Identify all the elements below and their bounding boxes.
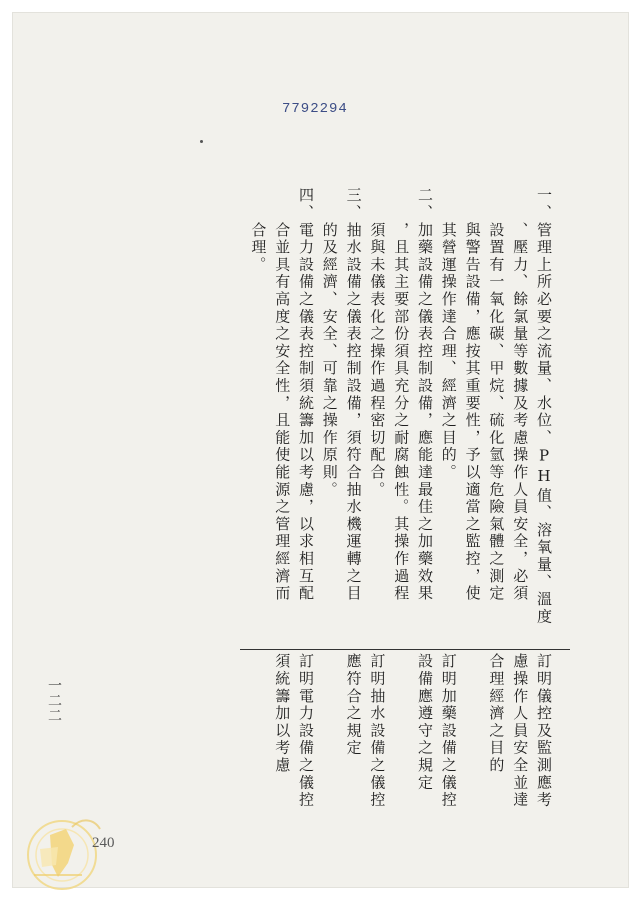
body-column: ，且其主要部份須具充分之耐腐蝕性。其操作過程 <box>392 187 411 603</box>
body-column: 一、管理上所必要之流量、水位、PH值、溶氧量、溫度 <box>535 187 553 626</box>
note-column: 訂明抽水設備之儀控 <box>368 653 387 809</box>
document-number: 7792294 <box>282 101 348 117</box>
note-column: 須統籌加以考慮 <box>273 653 292 775</box>
note-column: 合理經濟之目的 <box>487 653 506 775</box>
handwritten-folio: 240 <box>92 835 115 851</box>
body-column: 四、電力設備之儀表控制須統籌加以考慮，以求相互配 <box>297 187 315 603</box>
body-column: 合理。 <box>249 187 268 274</box>
body-column: 設置有一氧化碳、甲烷、硫化氫等危險氣體之測定 <box>487 187 506 603</box>
page-number: 一二二 <box>46 678 62 723</box>
body-column: 三、抽水設備之儀表控制設備，須符合抽水機運轉之目 <box>344 187 363 603</box>
note-column: 訂明加藥設備之儀控 <box>439 653 458 809</box>
body-column: 其營運操作達合理、經濟之目的。 <box>439 187 458 482</box>
note-column: 慮操作人員安全並達 <box>511 653 530 809</box>
note-column: 應符合之規定 <box>344 653 363 757</box>
body-column: 合並具有高度之安全性，且能使能源之管理經濟而 <box>273 187 292 603</box>
body-column: 二、加藥設備之儀表控制設備，應能達最佳之加藥效果 <box>416 187 434 603</box>
body-column: 、壓力、餘氯量等數據及考慮操作人員安全，必須 <box>511 187 530 603</box>
document-page <box>12 12 629 888</box>
body-column: 須與未儀表化之操作過程密切配合。 <box>368 187 387 499</box>
note-column: 訂明儀控及監測應考 <box>535 653 553 809</box>
body-column: 的及經濟、安全、可靠之操作原則。 <box>320 187 339 499</box>
body-column: 與警告設備，應按其重要性，予以適當之監控，使 <box>463 187 482 603</box>
note-column: 設備應遵守之規定 <box>416 653 434 792</box>
note-column: 訂明電力設備之儀控 <box>297 653 315 809</box>
speck-mark <box>200 140 203 143</box>
archive-logo-icon <box>22 805 132 900</box>
section-divider-line <box>240 649 570 650</box>
